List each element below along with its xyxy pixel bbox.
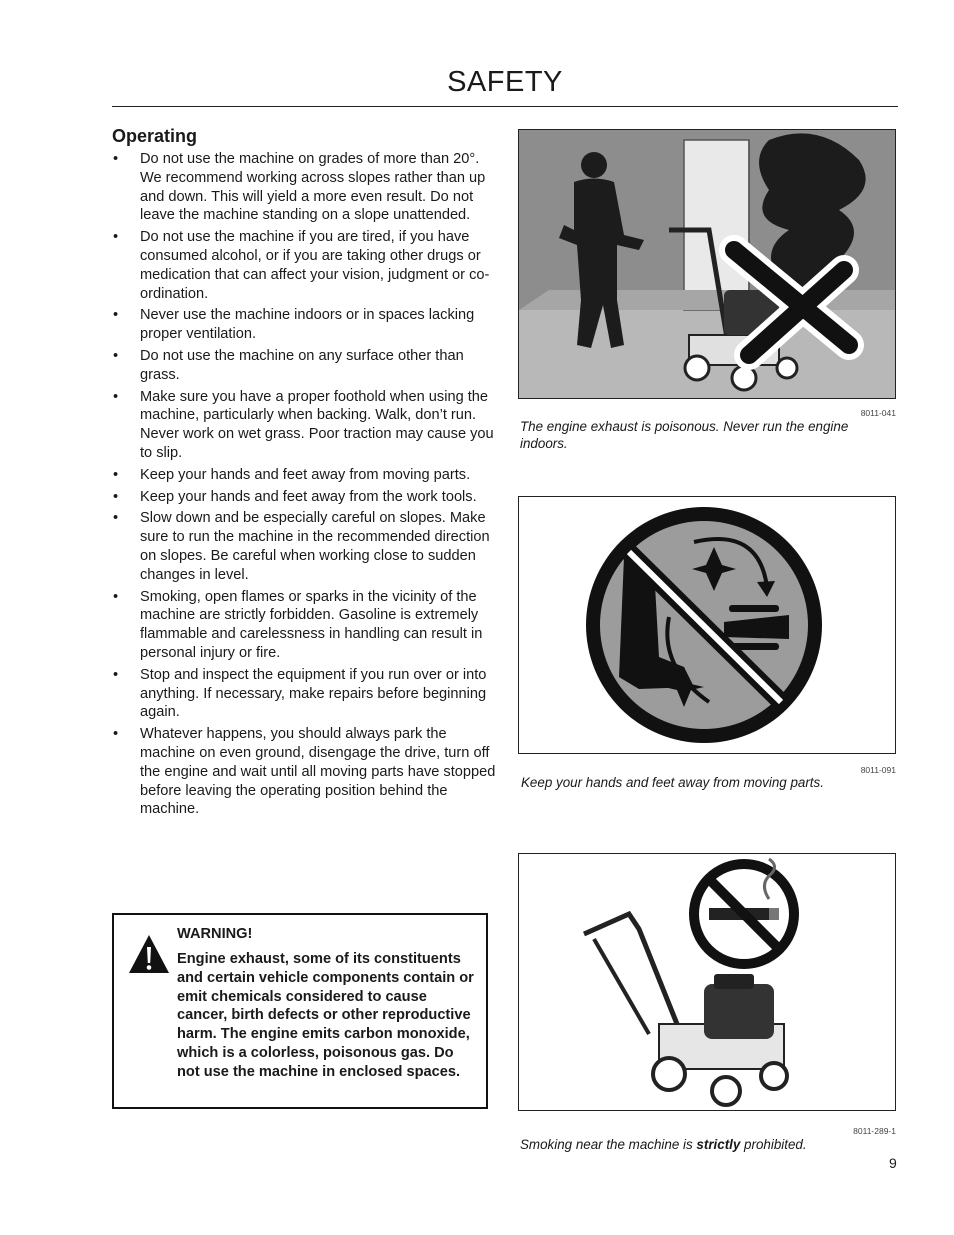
warning-box: [112, 913, 488, 1109]
figure-code: 8011-041: [860, 408, 896, 418]
caption-emphasis: strictly: [696, 1137, 741, 1152]
warning-title: WARNING!: [177, 926, 253, 942]
title-divider: [112, 106, 898, 107]
warning-triangle-icon: [128, 933, 170, 975]
list-item: • Never use the machine indoors or in spaces lacking proper ventilation.: [112, 306, 497, 344]
section-heading: Operating: [112, 126, 198, 146]
caption-text: prohibited.: [740, 1137, 807, 1152]
list-item: • Do not use the machine on grades of more than 20°. We recommend working across slopes rather than up and down. This will yield a more even result. Do not leave the machine standing on a slope unattended.: [112, 150, 497, 225]
list-item: • Keep your hands and feet away from moving parts.: [112, 466, 497, 485]
operating-rules-list: [112, 150, 497, 822]
moving-parts-prohibition-illustration: [518, 496, 896, 754]
list-item: • Make sure you have a proper foothold when using the machine, particularly when backing. Walk, don’t run. Never work on wet grass. Poor traction may cause you to slip.: [112, 388, 497, 463]
caption-text: Smoking near the machine is: [520, 1137, 697, 1152]
figure-code: 8011-289-1: [853, 1126, 896, 1136]
figure-caption: The engine exhaust is poisonous. Never run the engine indoors.: [520, 419, 849, 451]
no-smoking-illustration: [518, 853, 896, 1111]
list-item: • Slow down and be especially careful on slopes. Make sure to run the machine in the recommended direction on slopes. Be careful when working close to sudden changes in level.: [112, 509, 497, 584]
page-number: 9: [889, 1155, 897, 1171]
list-item: • Smoking, open flames or sparks in the vicinity of the machine are strictly forbidden. Gasoline is extremely flammable and carelessness in handling can result in personal injury or fire.: [112, 588, 497, 663]
list-item: • Do not use the machine on any surface other than grass.: [112, 347, 497, 385]
page-title: SAFETY: [447, 66, 563, 98]
figure-caption: Keep your hands and feet away from moving parts.: [521, 775, 824, 790]
list-item: • Do not use the machine if you are tired, if you have consumed alcohol, or if you are taking other drugs or medication that can affect your vision, judgment or co-ordination.: [112, 228, 497, 303]
list-item: • Whatever happens, you should always park the machine on even ground, disengage the drive, turn off the engine and wait until all moving parts have stopped before leaving the operating position behind the machine.: [112, 725, 497, 819]
list-item: • Keep your hands and feet away from the work tools.: [112, 488, 497, 507]
list-item: • Stop and inspect the equipment if you run over or into anything. If necessary, make repairs before beginning again.: [112, 666, 497, 722]
warning-text: Engine exhaust, some of its constituents and certain vehicle components contain or emit chemicals considered to cause cancer, birth defects or other reproductive harm. The engine emits carbon monoxide, which is a colorless, poisonous gas. Do not use the machine in enclosed spaces.: [177, 951, 474, 1080]
figure-code: 8011-091: [860, 765, 896, 775]
figure-caption: [520, 1137, 890, 1154]
exhaust-indoors-illustration: [518, 129, 896, 399]
